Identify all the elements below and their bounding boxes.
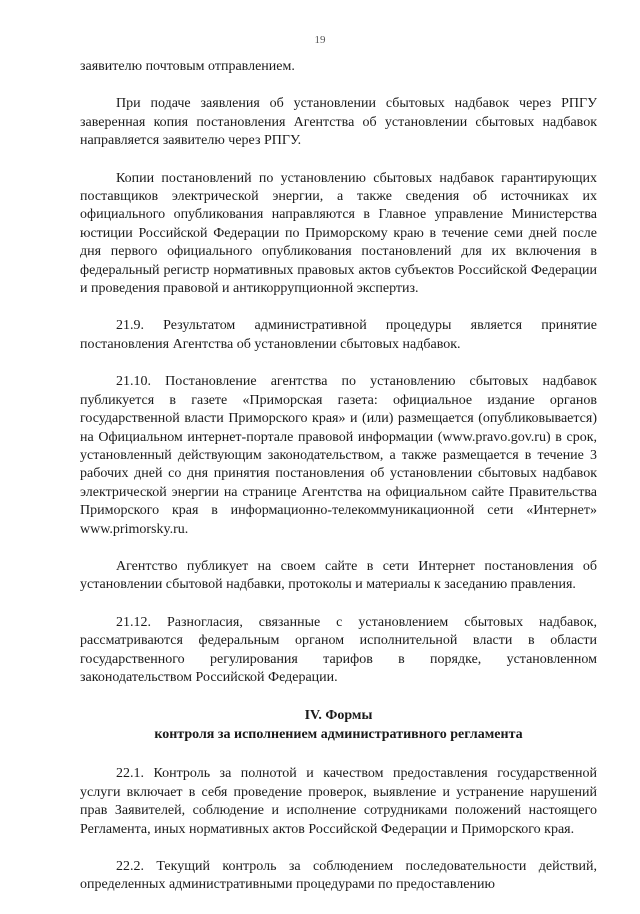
paragraph-continuation: заявителю почтовым отправлением. <box>80 59 295 74</box>
paragraph-21-10: 21.10. Постановление агентства по установлению сбытовых надбавок публикуется в газете «Приморская газета: официальное издание органов государственной власти Приморского края» и (или) размещается (опубликовывается) на Официальном интернет-портале правовой информации (www.pravo.gov.ru) в срок, установленный действующим законодательством, а также размещается в течение 3 рабочих дней со дня принятия постановления об установлении сбытовых надбавок электрической энергии на странице Агентства на официальном сайте Правительства Приморского края в информационно-телекоммуникационной сети «Интернет» www.primorsky.ru. <box>80 374 597 537</box>
document-body <box>80 58 597 914</box>
paragraph-21-9: 21.9. Результатом административной процедуры является принятие постановления Агентства об установлении сбытовых надбавок. <box>80 318 597 352</box>
section-title: IV. Формы <box>304 708 373 724</box>
paragraph-rpgu-copy: При подаче заявления об установлении сбытовых надбавок через РПГУ заверенная копия постановления Агентства об установлении сбытовых надбавок направляется заявителю через РПГУ. <box>80 96 597 149</box>
section-subtitle: контроля за исполнением административного регламента <box>154 727 523 743</box>
paragraph-22-1: 22.1. Контроль за полнотой и качеством предоставления государственной услуги включает в себя проведение проверок, выявление и устранение нарушений прав Заявителей, соблюдение и исполнение сотрудниками положений настоящего Регламента, иных нормативных актов Российской Федерации и Приморского края. <box>80 766 597 837</box>
paragraph-22-2: 22.2. Текущий контроль за соблюдением последовательности действий, определенных административными процедурами по предоставлению <box>80 859 597 893</box>
section-heading <box>80 706 597 744</box>
page-number: 19 <box>314 34 326 46</box>
paragraph-agency-publishes: Агентство публикует на своем сайте в сети Интернет постановления об установлении сбытовой надбавки, протоколы и материалы к заседанию правления. <box>80 558 597 593</box>
paragraph-copies-ministry: Копии постановлений по установлению сбытовых надбавок гарантирующих поставщиков электрической энергии, а также сведения об источниках их официального опубликования направляются в Главное управление Министерства юстиции Российской Федерации по Приморскому краю в течение семи дней после дня первого официального опубликования постановлений для их включения в федеральный регистр нормативных правовых актов субъектов Российской Федерации и проведения правовой и антикоррупционной экспертиз. <box>80 170 597 297</box>
paragraph-21-12: 21.12. Разногласия, связанные с установлением сбытовых надбавок, рассматриваются федеральным органом исполнительной власти в области государственного регулирования тарифов в порядке, установленном законодательством Российской Федерации. <box>80 614 597 685</box>
